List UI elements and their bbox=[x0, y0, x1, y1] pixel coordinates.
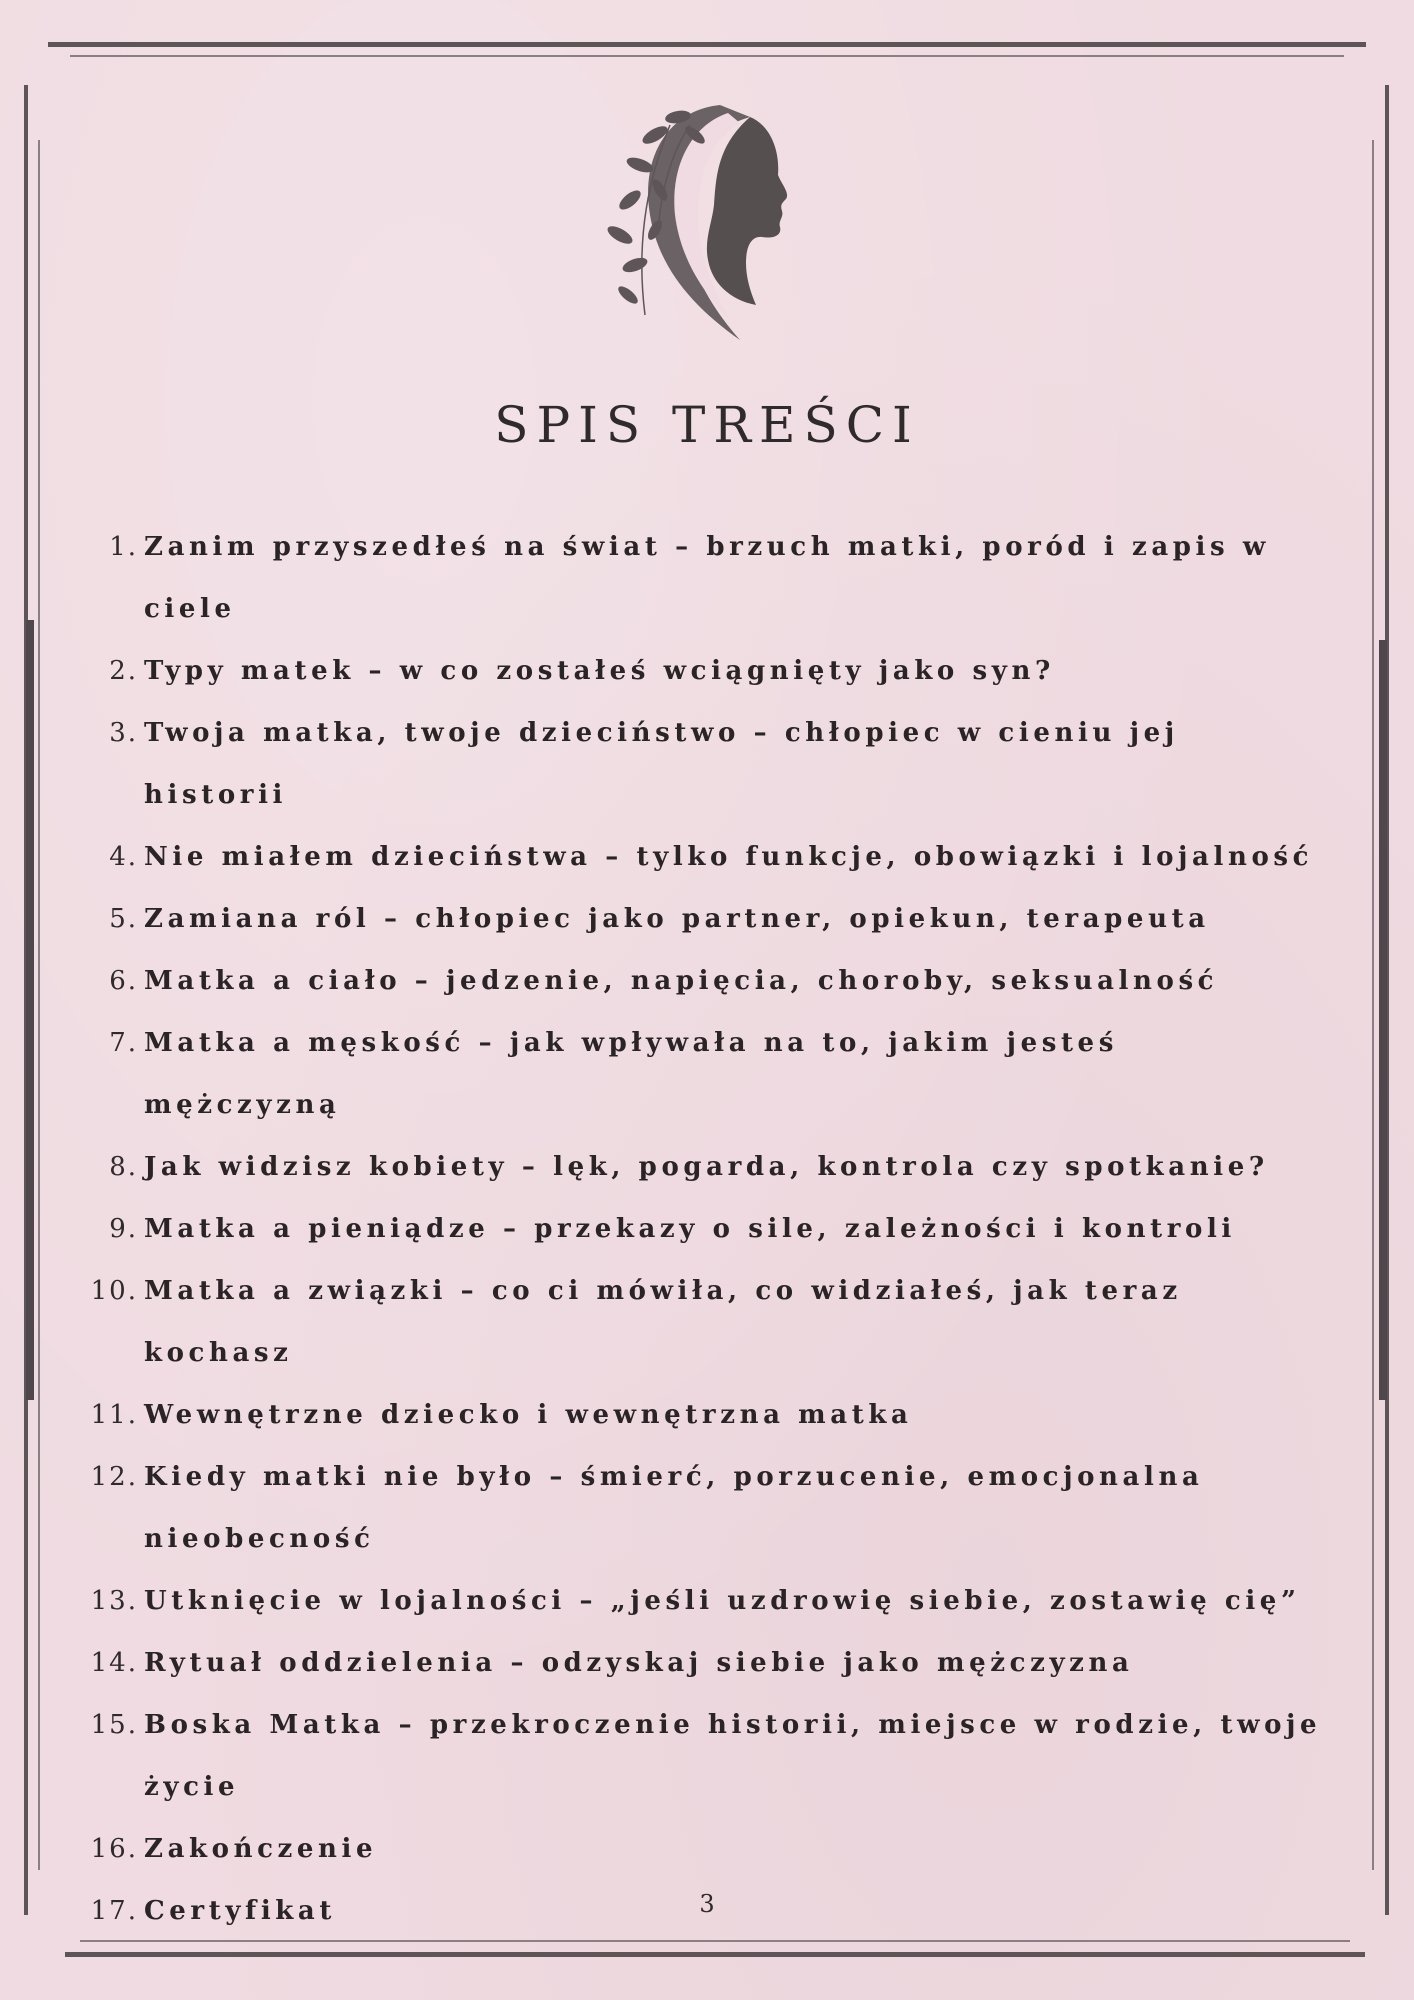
toc-item-number: 8. bbox=[109, 1152, 138, 1182]
toc-item-title: Kiedy matki nie było – śmierć, porzucenie, emocjonalna nieobecność bbox=[144, 1462, 1204, 1554]
toc-item-number: 1. bbox=[109, 532, 138, 562]
toc-item bbox=[0, 1632, 1414, 1694]
toc-item-title: Wewnętrzne dziecko i wewnętrzna matka bbox=[144, 1400, 913, 1430]
toc-item-number: 16. bbox=[90, 1834, 138, 1864]
toc-item-title: Jak widzisz kobiety – lęk, pogarda, kontrola czy spotkanie? bbox=[144, 1152, 1269, 1182]
toc-item bbox=[0, 1446, 1414, 1570]
toc-item-title: Nie miałem dzieciństwa – tylko funkcje, obowiązki i lojalność bbox=[144, 842, 1314, 872]
toc-item-number: 3. bbox=[109, 718, 138, 748]
toc-item-number: 13. bbox=[90, 1586, 138, 1616]
toc-item-title: Boska Matka – przekroczenie historii, miejsce w rodzie, twoje życie bbox=[144, 1710, 1322, 1802]
toc-item-number: 14. bbox=[90, 1648, 138, 1678]
toc-item-title: Rytuał oddzielenia – odzyskaj siebie jako mężczyzna bbox=[144, 1648, 1134, 1678]
toc-item bbox=[0, 640, 1414, 702]
toc-item-title: Certyfikat bbox=[144, 1896, 336, 1926]
toc-item-number: 4. bbox=[109, 842, 138, 872]
toc-item-number: 10. bbox=[90, 1276, 138, 1306]
frame-top-border bbox=[48, 42, 1366, 47]
page-number: 3 bbox=[699, 1890, 715, 1918]
toc-item bbox=[0, 950, 1414, 1012]
toc-item-number: 5. bbox=[109, 904, 138, 934]
toc-item-title: Matka a męskość – jak wpływała na to, jakim jesteś mężczyzną bbox=[144, 1028, 1118, 1120]
toc-item-title: Typy matek – w co zostałeś wciągnięty jako syn? bbox=[144, 656, 1055, 686]
toc-item-number: 17. bbox=[90, 1896, 138, 1926]
toc-item bbox=[0, 516, 1414, 640]
toc-item bbox=[0, 1570, 1414, 1632]
toc-item bbox=[0, 1012, 1414, 1136]
toc-item-number: 15. bbox=[90, 1710, 138, 1740]
toc-item bbox=[0, 1694, 1414, 1818]
toc-item-number: 12. bbox=[90, 1462, 138, 1492]
toc-item-number: 7. bbox=[109, 1028, 138, 1058]
toc-item-title: Zamiana ról – chłopiec jako partner, opiekun, terapeuta bbox=[144, 904, 1210, 934]
toc-item-number: 6. bbox=[109, 966, 138, 996]
toc-item bbox=[0, 826, 1414, 888]
toc-item-title: Zakończenie bbox=[144, 1834, 378, 1864]
toc-item bbox=[0, 1136, 1414, 1198]
toc-item-title: Matka a pieniądze – przekazy o sile, zależności i kontroli bbox=[144, 1214, 1236, 1244]
toc-item-title: Zanim przyszedłeś na świat – brzuch matki, poród i zapis w ciele bbox=[144, 532, 1270, 624]
toc-item bbox=[0, 1384, 1414, 1446]
woman-profile-with-leaves-icon bbox=[600, 95, 800, 345]
toc-item-title: Utknięcie w lojalności – „jeśli uzdrowię siebie, zostawię cię” bbox=[144, 1586, 1301, 1616]
toc-item bbox=[0, 1260, 1414, 1384]
toc-item-title: Twoja matka, twoje dzieciństwo – chłopiec w cieniu jej historii bbox=[144, 718, 1179, 810]
toc-item-number: 9. bbox=[109, 1214, 138, 1244]
toc-item-number: 11. bbox=[90, 1400, 138, 1430]
frame-top-inner-border bbox=[70, 55, 1344, 57]
toc-item-title: Matka a ciało – jedzenie, napięcia, choroby, seksualność bbox=[144, 966, 1219, 996]
toc-item bbox=[0, 1818, 1414, 1880]
table-of-contents bbox=[0, 516, 1414, 1942]
toc-item bbox=[0, 1198, 1414, 1260]
toc-item bbox=[0, 702, 1414, 826]
toc-item bbox=[0, 888, 1414, 950]
toc-item-number: 2. bbox=[109, 656, 138, 686]
frame-bottom-border bbox=[65, 1952, 1365, 1957]
page-title: SPIS TREŚCI bbox=[494, 395, 920, 454]
toc-item-title: Matka a związki – co ci mówiła, co widziałeś, jak teraz kochasz bbox=[144, 1276, 1182, 1368]
